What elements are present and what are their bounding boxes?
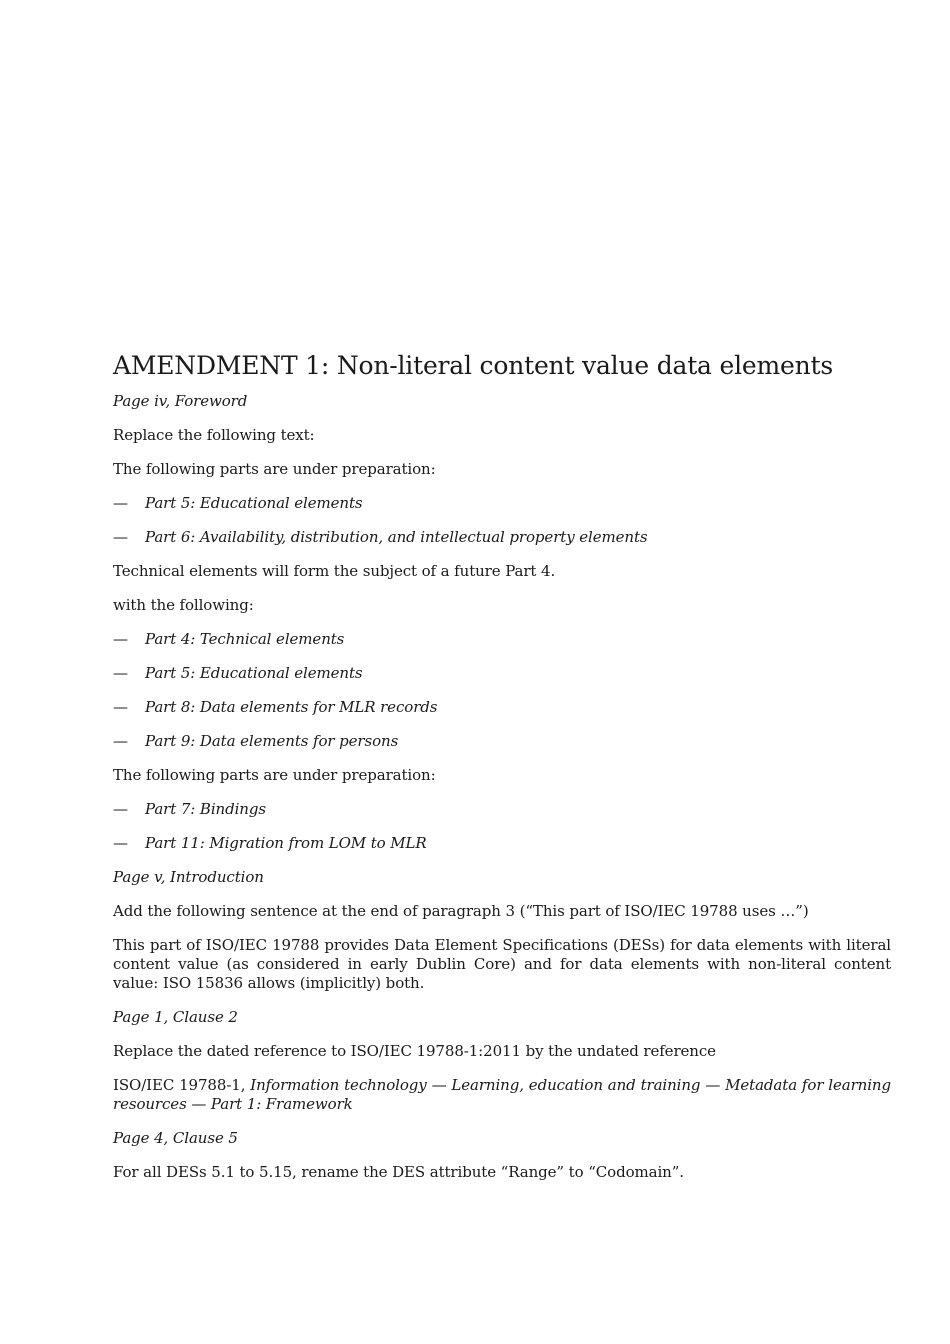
list-item	[113, 494, 891, 513]
list-item	[113, 630, 891, 649]
dash-bullet: —	[113, 800, 128, 818]
list-item-text: Part 5: Educational elements	[145, 664, 363, 682]
list-item	[113, 528, 891, 547]
dash-bullet: —	[113, 528, 128, 546]
list-item-text: Part 8: Data elements for MLR records	[145, 698, 438, 716]
parts-under-preparation-old: The following parts are under preparation:	[113, 460, 436, 478]
dash-bullet: —	[113, 834, 128, 852]
location-introduction: Page v, Introduction	[113, 868, 264, 886]
list-item-text: Part 11: Migration from LOM to MLR	[145, 834, 427, 852]
dash-bullet: —	[113, 698, 128, 716]
list-item-text: Part 4: Technical elements	[145, 630, 345, 648]
amendment-title: AMENDMENT 1: Non-literal content value data elements	[113, 351, 833, 380]
dash-bullet: —	[113, 732, 128, 750]
list-item-text: Part 5: Educational elements	[145, 494, 363, 512]
added-sentence: This part of ISO/IEC 19788 provides Data Element Specifications (DESs) for data elements with literal content value (as considered in early Dublin Core) and for data elements with non-literal content value: ISO 15836 allows (implicitly) both.	[113, 936, 891, 992]
list-item-text: Part 7: Bindings	[145, 800, 266, 818]
list-item	[113, 698, 891, 717]
dash-bullet: —	[113, 664, 128, 682]
instruction-replace-reference: Replace the dated reference to ISO/IEC 19788-1:2011 by the undated reference	[113, 1042, 716, 1060]
list-item-text: Part 9: Data elements for persons	[145, 732, 399, 750]
amendment-page	[113, 346, 891, 1182]
location-clause-5: Page 4, Clause 5	[113, 1129, 238, 1147]
instruction-replace: Replace the following text:	[113, 426, 315, 444]
undated-reference	[113, 1076, 891, 1114]
location-clause-2: Page 1, Clause 2	[113, 1008, 238, 1026]
reference-prefix: ISO/IEC 19788-1,	[113, 1076, 251, 1094]
location-foreword: Page iv, Foreword	[113, 392, 248, 410]
instruction-rename-attribute: For all DESs 5.1 to 5.15, rename the DES attribute “Range” to “Codomain”.	[113, 1163, 684, 1181]
list-item	[113, 664, 891, 683]
technical-elements-note: Technical elements will form the subject of a future Part 4.	[113, 562, 556, 580]
dash-bullet: —	[113, 494, 128, 512]
list-item	[113, 800, 891, 819]
list-item	[113, 732, 891, 751]
reference-title: Information technology — Learning, education and training — Metadata for learning resources — Part 1: Framework	[113, 1076, 891, 1113]
list-item	[113, 834, 891, 853]
dash-bullet: —	[113, 630, 128, 648]
instruction-add-sentence: Add the following sentence at the end of paragraph 3 (“This part of ISO/IEC 19788 uses …”)	[113, 902, 809, 920]
instruction-with-following: with the following:	[113, 596, 254, 614]
list-item-text: Part 6: Availability, distribution, and intellectual property elements	[145, 528, 648, 546]
parts-under-preparation-new: The following parts are under preparation:	[113, 766, 436, 784]
